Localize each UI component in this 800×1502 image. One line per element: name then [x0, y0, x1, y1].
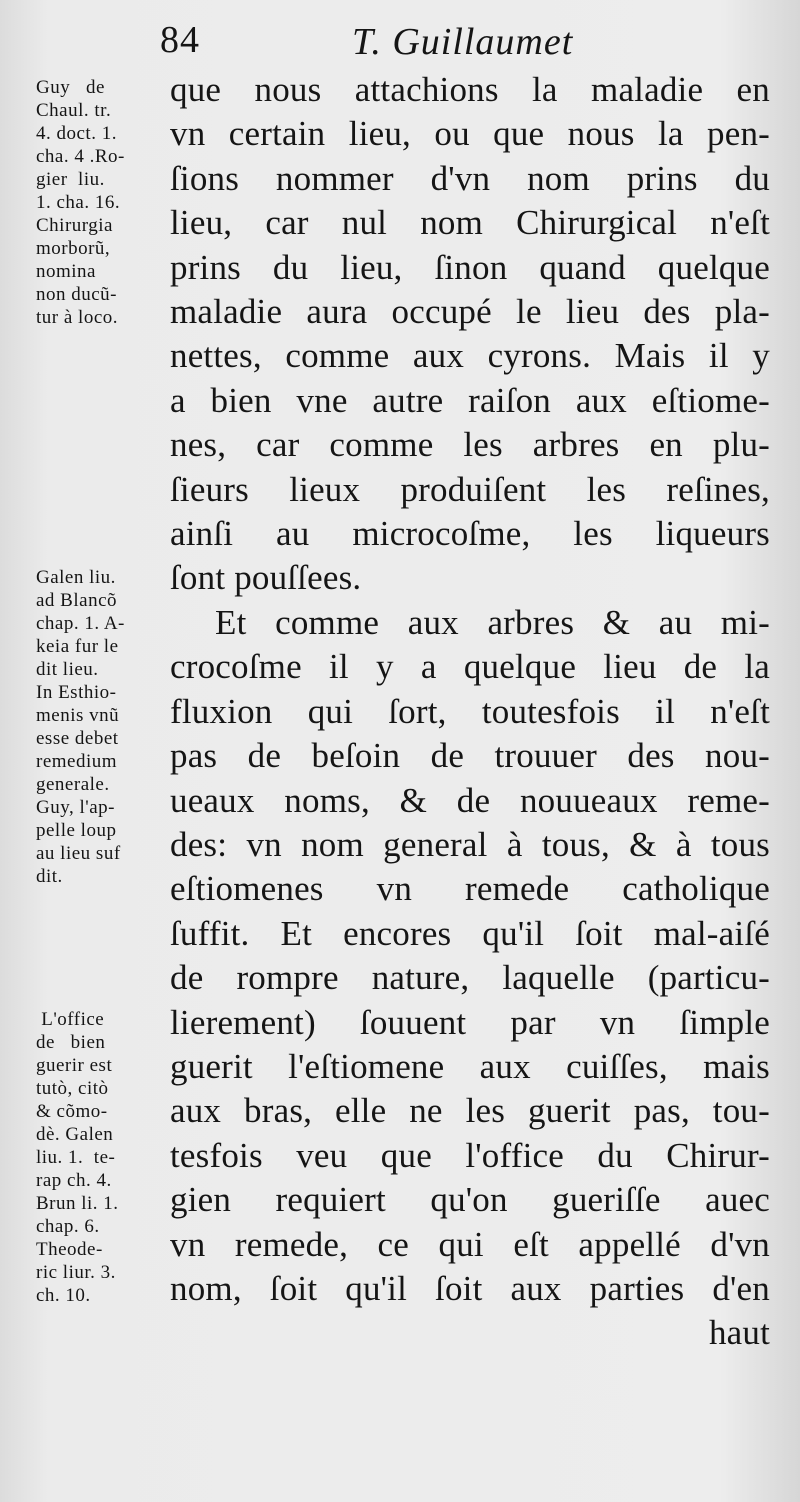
text-line: des: vn nom general à tous, & à tous: [170, 824, 770, 864]
margin-note: L'office de bien guerir est tutò, citò & cõmo- dè. Galen liu. 1. te- rap ch. 4. Brun li. 1. chap. 6. Theode- ric liur. 3. ch. 10.: [36, 1009, 119, 1306]
text-line: aux bras, elle ne les guerit pas, tou-: [170, 1091, 770, 1131]
text-line: ſieurs lieux produiſent les reſines,: [170, 469, 770, 509]
page-header: [0, 18, 800, 68]
main-text: [170, 68, 770, 1356]
text-line: ainſi au microcoſme, les liqueurs: [170, 514, 770, 554]
page-number: 84: [160, 19, 200, 61]
margin-note: Guy de Chaul. tr. 4. doct. 1. cha. 4 .Ro- gier liu. 1. cha. 16. Chirurgia morborũ, nomina non ducũ- tur à loco.: [36, 77, 125, 328]
text-line: eſtiomenes vn remede catholique: [170, 869, 770, 909]
text-line: vn remede, ce qui eſt appellé d'vn: [170, 1224, 770, 1264]
text-line: gien requiert qu'on gueriſſe auec: [170, 1180, 770, 1220]
text-line: crocoſme il y a quelque lieu de la: [170, 647, 770, 687]
text-line: lieu, car nul nom Chirurgical n'eſt: [170, 203, 770, 243]
text-line: lierement) ſouuent par vn ſimple: [170, 1002, 770, 1042]
text-line: fluxion qui ſort, toutesfois il n'eſt: [170, 691, 770, 731]
text-line: nes, car comme les arbres en plu-: [170, 425, 770, 465]
text-line: ſuffit. Et encores qu'il ſoit mal-aiſé: [170, 913, 770, 953]
text-line: ueaux noms, & de nouueaux reme-: [170, 780, 770, 820]
text-line: ſont pouſſees.: [170, 558, 362, 598]
text-line: nettes, comme aux cyrons. Mais il y: [170, 336, 770, 376]
text-line: Et comme aux arbres & au mi-: [215, 602, 770, 642]
text-line: tesfois veu que l'office du Chirur-: [170, 1135, 770, 1175]
text-line: a bien vne autre raiſon aux eſtiome-: [170, 380, 770, 420]
text-line: que nous attachions la maladie en: [170, 70, 770, 109]
running-head: T. Guillaumet: [352, 21, 574, 63]
text-line: vn certain lieu, ou que nous la pen-: [170, 114, 770, 154]
text-line: prins du lieu, ſinon quand quelque: [170, 247, 770, 287]
text-line: maladie aura occupé le lieu des pla-: [170, 292, 770, 332]
text-line: ſions nommer d'vn nom prins du: [170, 158, 770, 198]
catchword: haut: [708, 1313, 770, 1353]
margin-note: Galen liu. ad Blancõ chap. 1. A- keia fur le dit lieu. In Esthio- menis vnũ esse debet remedium generale. Guy, l'ap- pelle loup au lieu suf dit.: [36, 567, 125, 887]
text-line: nom, ſoit qu'il ſoit aux parties d'en: [170, 1268, 770, 1308]
text-line: guerit l'eſtiomene aux cuiſſes, mais: [170, 1046, 770, 1086]
text-line: pas de beſoin de trouuer des nou-: [170, 736, 770, 776]
text-line: de rompre nature, laquelle (particu-: [170, 958, 770, 998]
